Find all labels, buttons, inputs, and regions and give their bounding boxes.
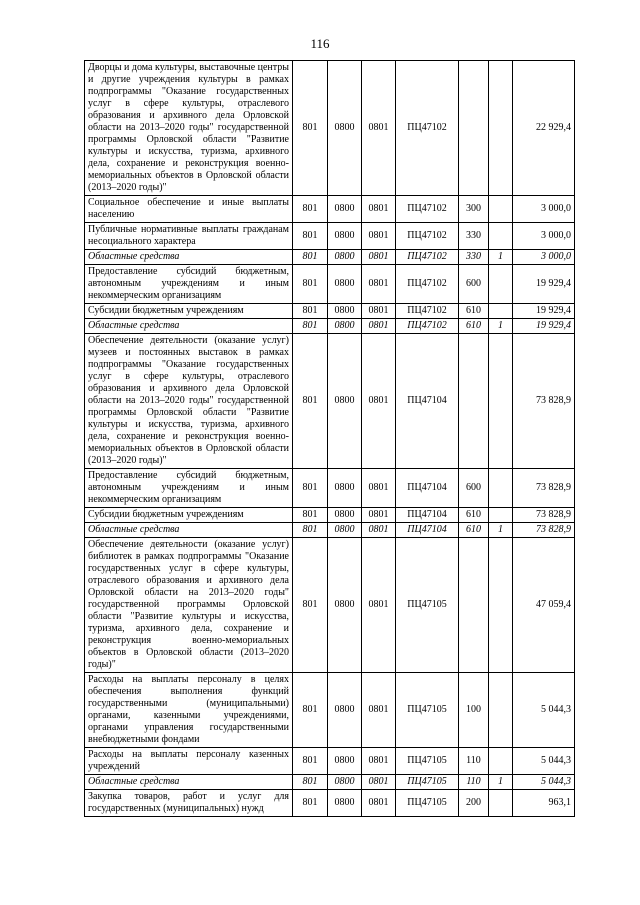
row-sum: 5 044,3	[513, 775, 575, 790]
row-expense-type	[459, 334, 489, 469]
row-expense-type: 110	[459, 748, 489, 775]
page-number: 116	[310, 36, 330, 51]
row-sum: 3 000,0	[513, 196, 575, 223]
row-target-article: ПЦ47104	[396, 508, 459, 523]
table-row	[85, 508, 575, 523]
row-section: 0800	[328, 196, 362, 223]
row-target-article: ПЦ47105	[396, 538, 459, 673]
row-expense-type: 200	[459, 790, 489, 817]
row-subsection: 0801	[362, 790, 396, 817]
row-name: Областные средства	[85, 319, 293, 334]
row-section: 0800	[328, 319, 362, 334]
row-target-article: ПЦ47104	[396, 523, 459, 538]
table-row	[85, 469, 575, 508]
row-expense-type: 300	[459, 196, 489, 223]
row-name: Областные средства	[85, 775, 293, 790]
table-row	[85, 673, 575, 748]
row-section: 0800	[328, 748, 362, 775]
row-source: 1	[489, 250, 513, 265]
row-ved: 801	[293, 250, 328, 265]
row-sum: 47 059,4	[513, 538, 575, 673]
row-target-article: ПЦ47102	[396, 223, 459, 250]
row-subsection: 0801	[362, 523, 396, 538]
row-ved: 801	[293, 775, 328, 790]
row-target-article: ПЦ47102	[396, 250, 459, 265]
row-target-article: ПЦ47105	[396, 775, 459, 790]
row-source	[489, 673, 513, 748]
row-name: Областные средства	[85, 523, 293, 538]
row-ved: 801	[293, 523, 328, 538]
row-expense-type	[459, 61, 489, 196]
row-sum: 5 044,3	[513, 748, 575, 775]
table-row	[85, 250, 575, 265]
row-sum: 5 044,3	[513, 673, 575, 748]
row-expense-type: 600	[459, 469, 489, 508]
table-row	[85, 319, 575, 334]
row-target-article: ПЦ47102	[396, 304, 459, 319]
row-section: 0800	[328, 265, 362, 304]
row-expense-type: 600	[459, 265, 489, 304]
row-target-article: ПЦ47105	[396, 673, 459, 748]
row-sum: 73 828,9	[513, 334, 575, 469]
budget-table	[84, 60, 575, 817]
row-sum: 963,1	[513, 790, 575, 817]
row-subsection: 0801	[362, 61, 396, 196]
table-row	[85, 265, 575, 304]
row-section: 0800	[328, 304, 362, 319]
row-section: 0800	[328, 61, 362, 196]
row-ved: 801	[293, 334, 328, 469]
row-expense-type: 610	[459, 304, 489, 319]
row-sum: 3 000,0	[513, 223, 575, 250]
row-target-article: ПЦ47104	[396, 469, 459, 508]
table-row	[85, 538, 575, 673]
row-subsection: 0801	[362, 673, 396, 748]
row-sum: 19 929,4	[513, 304, 575, 319]
row-name: Областные средства	[85, 250, 293, 265]
table-row	[85, 196, 575, 223]
row-expense-type: 330	[459, 250, 489, 265]
row-section: 0800	[328, 334, 362, 469]
row-section: 0800	[328, 469, 362, 508]
row-ved: 801	[293, 319, 328, 334]
row-ved: 801	[293, 748, 328, 775]
row-source	[489, 223, 513, 250]
table-row	[85, 523, 575, 538]
row-ved: 801	[293, 673, 328, 748]
row-source	[489, 508, 513, 523]
row-ved: 801	[293, 265, 328, 304]
row-name: Обеспечение деятельности (оказание услуг) музеев и постоянных выставок в рамках подпрограммы "Оказание государственных услуг в сфере культуры, отраслевого образования и архивного дела Орловской области на 2013–2020 годы" государственной программы Орловской области "Развитие культуры и искусства, туризма, архивного дела, сохранение и реконструкция военно-мемориальных объектов в Орловской области (2013–2020 годы)"	[85, 334, 293, 469]
row-target-article: ПЦ47102	[396, 61, 459, 196]
row-expense-type: 110	[459, 775, 489, 790]
row-target-article: ПЦ47104	[396, 334, 459, 469]
row-subsection: 0801	[362, 508, 396, 523]
row-name: Закупка товаров, работ и услуг для государственных (муниципальных) нужд	[85, 790, 293, 817]
row-section: 0800	[328, 673, 362, 748]
row-subsection: 0801	[362, 304, 396, 319]
row-subsection: 0801	[362, 250, 396, 265]
row-section: 0800	[328, 250, 362, 265]
row-source	[489, 334, 513, 469]
row-subsection: 0801	[362, 196, 396, 223]
row-ved: 801	[293, 223, 328, 250]
row-target-article: ПЦ47102	[396, 319, 459, 334]
row-section: 0800	[328, 223, 362, 250]
row-name: Обеспечение деятельности (оказание услуг) библиотек в рамках подпрограммы "Оказание государственных услуг в сфере культуры, отраслевого образования и архивного дела Орловской области на 2013–2020 годы" государственной программы Орловской области "Развитие культуры и искусства, туризма, архивного дела, сохранение и реконструкция военно-мемориальных объектов в Орловской области (2013–2020 годы)"	[85, 538, 293, 673]
row-subsection: 0801	[362, 469, 396, 508]
row-source	[489, 538, 513, 673]
row-source	[489, 304, 513, 319]
row-name: Социальное обеспечение и иные выплаты населению	[85, 196, 293, 223]
row-expense-type: 610	[459, 508, 489, 523]
row-name: Расходы на выплаты персоналу казенных учреждений	[85, 748, 293, 775]
row-expense-type: 610	[459, 523, 489, 538]
row-name: Предоставление субсидий бюджетным, автономным учреждениям и иным некоммерческим организациям	[85, 469, 293, 508]
row-ved: 801	[293, 196, 328, 223]
row-ved: 801	[293, 469, 328, 508]
row-sum: 22 929,4	[513, 61, 575, 196]
row-section: 0800	[328, 775, 362, 790]
row-subsection: 0801	[362, 775, 396, 790]
row-subsection: 0801	[362, 223, 396, 250]
table-row	[85, 775, 575, 790]
table-row	[85, 304, 575, 319]
row-sum: 73 828,9	[513, 469, 575, 508]
row-target-article: ПЦ47102	[396, 265, 459, 304]
row-source	[489, 748, 513, 775]
row-sum: 19 929,4	[513, 265, 575, 304]
row-expense-type	[459, 538, 489, 673]
row-name: Субсидии бюджетным учреждениям	[85, 304, 293, 319]
row-source	[489, 265, 513, 304]
row-sum: 73 828,9	[513, 523, 575, 538]
row-name: Расходы на выплаты персоналу в целях обеспечения выполнения функций государственными (муниципальными) органами, казенными учреждениями, органами управления государственными внебюджетными фондами	[85, 673, 293, 748]
row-subsection: 0801	[362, 538, 396, 673]
row-section: 0800	[328, 790, 362, 817]
row-expense-type: 100	[459, 673, 489, 748]
row-name: Субсидии бюджетным учреждениям	[85, 508, 293, 523]
row-section: 0800	[328, 523, 362, 538]
row-subsection: 0801	[362, 748, 396, 775]
row-source: 1	[489, 319, 513, 334]
row-target-article: ПЦ47102	[396, 196, 459, 223]
row-source	[489, 196, 513, 223]
table-row	[85, 61, 575, 196]
row-ved: 801	[293, 508, 328, 523]
row-source	[489, 790, 513, 817]
row-section: 0800	[328, 538, 362, 673]
row-ved: 801	[293, 61, 328, 196]
row-name: Предоставление субсидий бюджетным, автономным учреждениям и иным некоммерческим организациям	[85, 265, 293, 304]
row-target-article: ПЦ47105	[396, 748, 459, 775]
row-target-article: ПЦ47105	[396, 790, 459, 817]
row-source: 1	[489, 775, 513, 790]
row-ved: 801	[293, 538, 328, 673]
row-subsection: 0801	[362, 319, 396, 334]
table-row	[85, 334, 575, 469]
row-subsection: 0801	[362, 334, 396, 469]
row-subsection: 0801	[362, 265, 396, 304]
table-body	[85, 61, 575, 817]
row-expense-type: 330	[459, 223, 489, 250]
row-sum: 3 000,0	[513, 250, 575, 265]
table-row	[85, 748, 575, 775]
row-ved: 801	[293, 790, 328, 817]
row-source	[489, 61, 513, 196]
row-name: Публичные нормативные выплаты гражданам несоциального характера	[85, 223, 293, 250]
table-row	[85, 790, 575, 817]
table-row	[85, 223, 575, 250]
row-source: 1	[489, 523, 513, 538]
row-sum: 73 828,9	[513, 508, 575, 523]
row-section: 0800	[328, 508, 362, 523]
row-expense-type: 610	[459, 319, 489, 334]
row-ved: 801	[293, 304, 328, 319]
row-source	[489, 469, 513, 508]
row-name: Дворцы и дома культуры, выставочные центры и другие учреждения культуры в рамках подпрограммы "Оказание государственных услуг в сфере культуры, отраслевого образования и архивного дела Орловской области на 2013–2020 годы" государственной программы Орловской области "Развитие культуры и искусства, туризма, архивного дела, сохранение и реконструкция военно-мемориальных объектов в Орловской области (2013–2020 годы)"	[85, 61, 293, 196]
row-sum: 19 929,4	[513, 319, 575, 334]
